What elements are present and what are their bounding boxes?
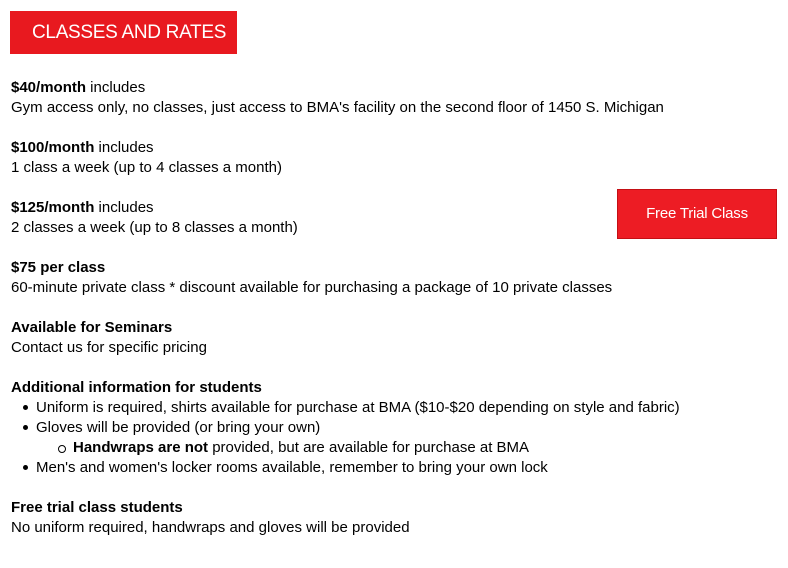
free-trial-info-block [11,498,781,538]
handwraps-bold: Handwraps are not [73,439,209,456]
rate-description: Gym access only, no classes, just access to BMA's facility on the second floor of 1450 S. Michigan [11,99,664,116]
handwraps-rest: provided, but are available for purchase at BMA [208,439,530,456]
rate-title [11,318,781,338]
students-info-block [11,378,781,478]
students-list [23,398,781,478]
rates-content [11,78,781,558]
rate-description: 1 class a week (up to 4 classes a month) [11,159,282,176]
free-trial-class-button[interactable]: Free Trial Class [617,189,777,239]
list-item [23,418,781,458]
trial-heading [11,498,781,518]
trial-description: No uniform required, handwraps and gloves will be provided [11,519,410,536]
rate-description: Contact us for specific pricing [11,339,207,356]
list-item: Men's and women's locker rooms available, remember to bring your own lock [23,458,781,478]
rate-price: Available for Seminars [11,319,173,336]
rate-description: 2 classes a week (up to 8 classes a month) [11,219,298,236]
rate-title [11,138,781,158]
rate-title [11,258,781,278]
trial-heading-text: Free trial class students [11,499,183,516]
rate-block-private [11,258,781,298]
rate-title [11,198,781,218]
rate-suffix: includes [86,79,146,96]
rate-description: 60-minute private class * discount available for purchasing a package of 10 private classes [11,279,613,296]
list-item-text: Gloves will be provided (or bring your own) [36,419,321,436]
rate-block-100 [11,138,781,178]
students-heading [11,378,781,398]
list-item: Uniform is required, shirts available for purchase at BMA ($10-$20 depending on style and fabric) [23,398,781,418]
rate-block-seminars [11,318,781,358]
students-sublist [58,438,781,458]
rate-suffix: includes [94,139,154,156]
rate-title [11,78,781,98]
rate-price: $75 per class [11,259,106,276]
rate-suffix: includes [94,199,154,216]
rate-block-40 [11,78,781,118]
rate-block-125 [11,198,781,238]
rate-price: $125/month [11,199,95,216]
rate-price: $100/month [11,139,95,156]
rate-price: $40/month [11,79,87,96]
sub-list-item [58,438,781,458]
students-heading-text: Additional information for students [11,379,262,396]
page-title: CLASSES AND RATES [10,11,237,54]
